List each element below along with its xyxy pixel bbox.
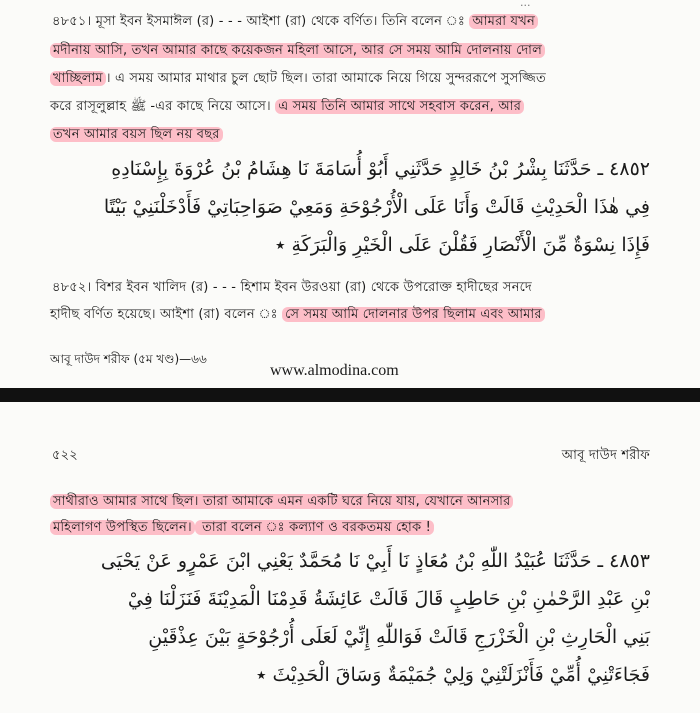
hadith-4851-line-2 — [50, 41, 545, 62]
highlighted-text: মহিলাগণ উপস্থিত ছিলেন। — [50, 520, 195, 535]
arabic-4852-line-2: فِي هٰذَا الْحَدِيْثِ قَالَتْ وَأَنَا عَلَى الْأُرْجُوْحَةِ وَمَعِيْ صَوَاحِبَاتِيْ فَأَدْخَلْنَنِيْ بَيْتًا — [103, 196, 650, 218]
highlighted-text: সে সময় আমি দোলনার উপর ছিলাম এবং আমার — [282, 307, 545, 322]
text-segment: হাদীছ বর্ণিত হয়েছে। আইশা (রা) বলেন ঃ — [50, 307, 283, 322]
hadith-4851-line-3 — [50, 69, 546, 90]
highlighted-text: এ সময় তিনি আমার সাথে সহবাস করেন, আর — [275, 99, 524, 114]
page-number: ৫২২ — [52, 448, 78, 463]
arabic-4853-line-2: بْنِ عَبْدِ الرَّحْمٰنِ بْنِ حَاطِبٍ قَالَ قَالَتْ عَائِشَةُ قَدِمْنَا الْمَدِيْنَةَ فَنَزَلْنَا فِيْ — [127, 588, 650, 610]
hadith-4851-line-5 — [50, 125, 223, 146]
page-divider — [0, 388, 700, 402]
highlighted-text: তখন আমার বয়স ছিল নয় বছর — [50, 127, 223, 142]
arabic-4852-line-1: ٤٨٥٢ ـ حَدَّثَنَا بِشْرُ بْنُ خَالِدٍ حَدَّثَنِي أَبُوْ أُسَامَةَ نَا هِشَامُ بْنُ عُرْوَةَ بِإِسْنَادِهِ — [111, 158, 650, 180]
continuation-line-1 — [50, 492, 513, 513]
continuation-line-2 — [50, 518, 434, 539]
arabic-4853-line-3: بَنِي الْحَارِثِ بْنِ الْخَزْرَجِ قَالَتْ فَوَاللّٰهِ إِنِّيْ لَعَلَى أُرْجُوْحَةٍ بَيْنَ عِذْقَيْنِ — [148, 626, 650, 648]
page-header-title: আবূ দাউদ শরীফ — [561, 448, 650, 463]
highlighted-text: সাথীরাও আমার সাথে ছিল। তারা আমাকে এমন একটি ঘরে নিয়ে যায়, যেখানে আনসার — [50, 494, 513, 509]
text-segment: করে রাসূলুল্লাহ ﷺ -এর কাছে নিয়ে আসে। — [50, 99, 276, 114]
arabic-4852-line-3: فَإِذَا نِسْوَةٌ مِّنَ الْأَنْصَارِ فَقُلْنَ عَلَى الْخَيْرِ وَالْبَرَكَةِ ٭ — [275, 234, 650, 256]
hadith-4851-line-1 — [52, 12, 538, 33]
hadith-4852-line-2 — [50, 305, 545, 326]
bottom-page — [0, 402, 700, 713]
text-segment: ৪৮৫১। মূসা ইবন ইসমাঈল (র) - - - আইশা (রা) থেকে বর্ণিত। তিনি বলেন ঃ — [52, 14, 470, 29]
cut-off-arabic-line: ... — [520, 0, 531, 9]
hadith-4851-line-4 — [50, 97, 524, 118]
highlighted-text: তারা বলেন ঃ কল্যাণ ও বরকতময় হোক ! — [195, 520, 434, 535]
website-watermark: www.almodina.com — [270, 362, 399, 379]
text-segment: । এ সময় আমার মাথার চুল ছোট ছিল। তারা আমাকে নিয়ে গিয়ে সুন্দররূপে সুসজ্জিত — [105, 71, 546, 86]
arabic-4853-line-4: فَجَاءَتْنِيْ أُمِّيْ فَأَنْزَلَتْنِيْ وَلِيْ جُمَيْمَةٌ وَسَاقَ الْحَدِيْثَ ٭ — [256, 664, 650, 686]
highlighted-text: মদীনায় আসি, তখন আমার কাছে কয়েকজন মহিলা আসে, আর সে সময় আমি দোলনায় দোল — [50, 43, 545, 58]
highlighted-text: খাচ্ছিলাম — [50, 71, 106, 86]
highlighted-text: আমরা যখন — [469, 14, 538, 29]
hadith-4852-line-1: ৪৮৫২। বিশর ইবন খালিদ (র) - - - হিশাম ইবন উরওয়া (রা) থেকে উপরোক্ত হাদীছের সনদে — [52, 280, 532, 295]
arabic-4853-line-1: ٤٨٥٣ ـ حَدَّثَنَا عُبَيْدُ اللّٰهِ بْنُ مُعَاذٍ نَا أَبِيْ نَا مُحَمَّدٌ يَعْنِي ابْنَ عَمْرٍو عَنْ يَحْيَى — [100, 550, 650, 572]
page-footer-title: আবূ দাউদ শরীফ (৫ম খণ্ড)—৬৬ — [50, 352, 207, 366]
